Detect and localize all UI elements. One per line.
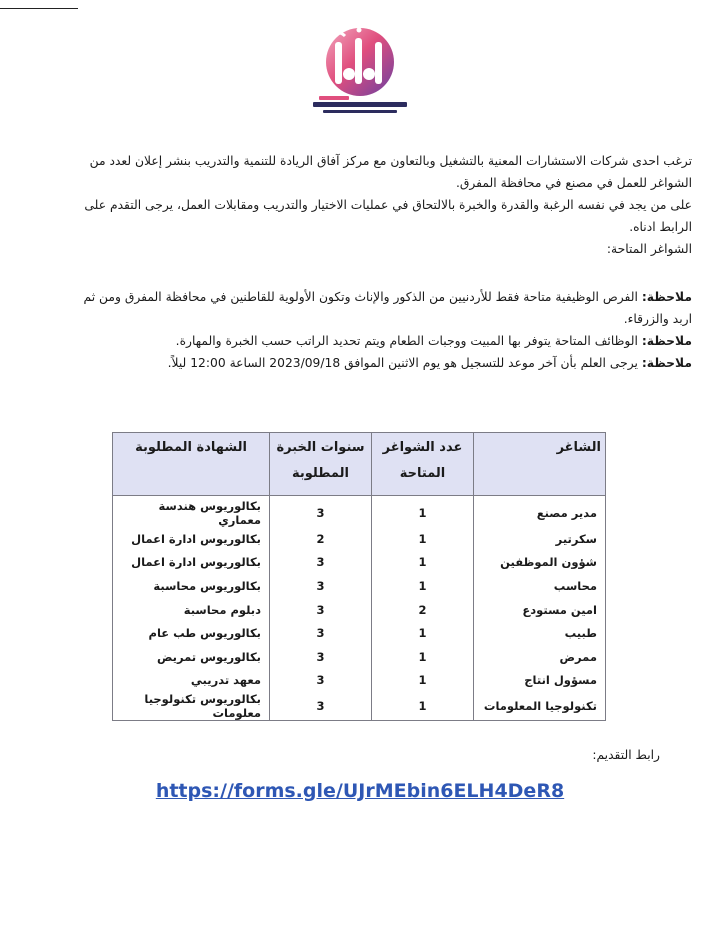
header-count: عدد الشواغر المتاحة: [372, 433, 474, 496]
cell-count: 1: [372, 527, 474, 551]
cell-certificate: بكالوريوس ادارة اعمال: [113, 551, 270, 575]
cell-count: 1: [372, 621, 474, 645]
table-header-row: [113, 433, 606, 496]
intro-line-1: ترغب احدى شركات الاستشارات المعنية بالتشغيل وبالتعاون مع مركز آفاق الريادة للتنمية والتدريب بنشر إعلان لعدد من: [89, 154, 692, 168]
table-row: [113, 692, 606, 721]
cell-years: 3: [270, 574, 372, 598]
table-row: [113, 598, 606, 622]
table-row: [113, 527, 606, 551]
header-years: سنوات الخبرة المطلوبة: [270, 433, 372, 496]
table-row: [113, 496, 606, 528]
note-1: [80, 286, 692, 330]
cell-certificate: بكالوريوس محاسبة: [113, 574, 270, 598]
cell-title: شؤون الموظفين: [474, 551, 606, 575]
cell-title: مسؤول انتاج: [474, 669, 606, 693]
note-label: ملاحظة:: [641, 290, 692, 304]
note-3: [80, 352, 692, 374]
cell-count: 1: [372, 574, 474, 598]
intro-line-2: الشواغر للعمل في مصنع في محافظة المفرق.: [455, 176, 692, 190]
cell-count: 1: [372, 645, 474, 669]
table-row: [113, 669, 606, 693]
apply-link[interactable]: https://forms.gle/UJrMEbin6ELH4DeR8: [155, 780, 565, 802]
vacancies-table: [112, 432, 606, 721]
table-row: [113, 574, 606, 598]
note-2: [80, 330, 692, 352]
cell-certificate: بكالوريوس ادارة اعمال: [113, 527, 270, 551]
note-label: ملاحظة:: [641, 334, 692, 348]
table-row: [113, 621, 606, 645]
intro-line-4: الرابط ادناه.: [629, 220, 692, 234]
cell-title: سكرتير: [474, 527, 606, 551]
cell-years: 3: [270, 692, 372, 721]
cell-count: 1: [372, 551, 474, 575]
note-label: ملاحظة:: [641, 356, 692, 370]
top-rule: [0, 8, 78, 9]
cell-years: 3: [270, 621, 372, 645]
table-row: [113, 551, 606, 575]
cell-title: تكنولوجيا المعلومات: [474, 692, 606, 721]
intro-line-3: على من يجد في نفسه الرغبة والقدرة والخبرة بالالتحاق في عمليات الاختيار والتدريب ومقابلات العمل، يرجى التقدم على: [84, 198, 692, 212]
cell-years: 3: [270, 551, 372, 575]
cell-title: ممرض: [474, 645, 606, 669]
cell-certificate: بكالوريوس تكنولوجيا معلومات: [113, 692, 270, 721]
cell-count: 1: [372, 692, 474, 721]
cell-years: 3: [270, 496, 372, 528]
vacancies-heading: الشواغر المتاحة:: [606, 242, 692, 256]
note-text: الفرص الوظيفية متاحة فقط للأردنيين من الذكور والإناث وتكون الأولوية للقاطنين في محافظة المفرق ومن ثم اربد والزرقاء.: [83, 290, 692, 326]
cell-certificate: بكالوريوس هندسة معماري: [113, 496, 270, 528]
cell-certificate: معهد تدريبي: [113, 669, 270, 693]
cell-count: 2: [372, 598, 474, 622]
cell-title: امين مستودع: [474, 598, 606, 622]
cell-years: 3: [270, 645, 372, 669]
note-text: الوظائف المتاحة يتوفر بها المبيت ووجبات الطعام ويتم تحديد الراتب حسب الخبرة والمهارة.: [175, 334, 642, 348]
apply-label: رابط التقديم:: [592, 748, 660, 762]
cell-count: 1: [372, 669, 474, 693]
cell-title: طبيب: [474, 621, 606, 645]
cell-title: محاسب: [474, 574, 606, 598]
cell-count: 1: [372, 496, 474, 528]
header-title: الشاغر: [474, 433, 606, 496]
cell-certificate: دبلوم محاسبة: [113, 598, 270, 622]
note-text: يرجى العلم بأن آخر موعد للتسجيل هو يوم الاثنين الموافق 2023/09/18 الساعة 12:00 ليلاً.: [167, 356, 642, 370]
cell-years: 3: [270, 598, 372, 622]
cell-years: 2: [270, 527, 372, 551]
cell-certificate: بكالوريوس تمريض: [113, 645, 270, 669]
cell-title: مدير مصنع: [474, 496, 606, 528]
announcement-body: [80, 150, 692, 374]
table-row: [113, 645, 606, 669]
header-certificate: الشهادة المطلوبة: [113, 433, 270, 496]
cell-years: 3: [270, 669, 372, 693]
afaq-logo: [305, 16, 415, 126]
cell-certificate: بكالوريوس طب عام: [113, 621, 270, 645]
